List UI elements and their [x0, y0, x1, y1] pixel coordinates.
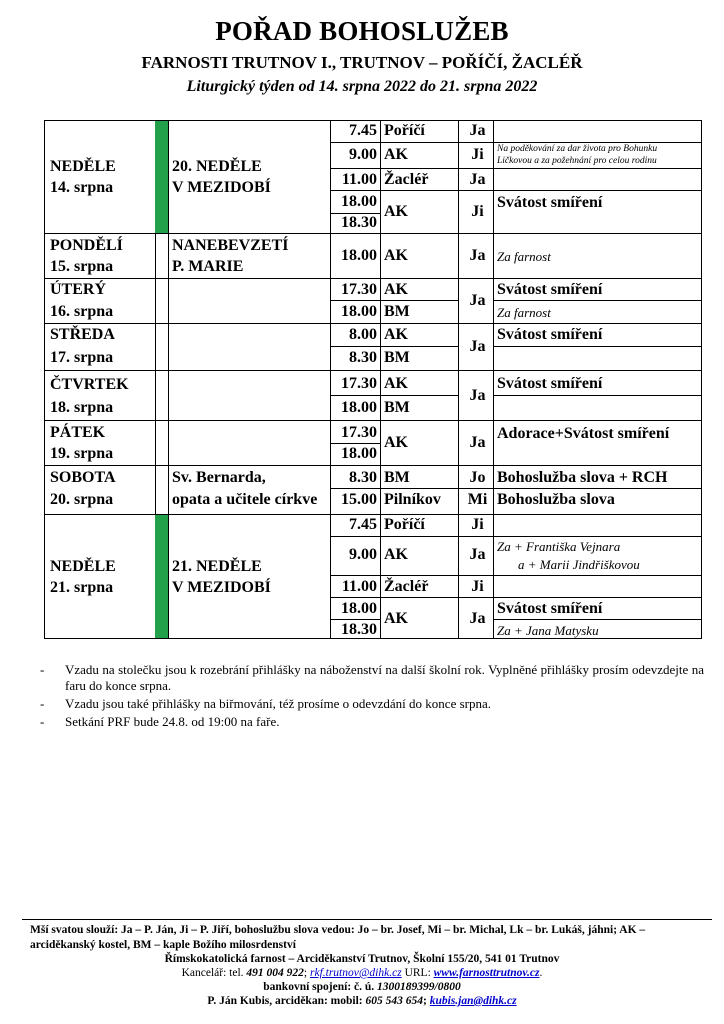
day-name: ČTVRTEK: [50, 376, 129, 393]
liturgical-week: Liturgický týden od 14. srpna 2022 do 21. srpna 2022: [186, 78, 538, 95]
mass-place: Žacléř: [384, 578, 429, 595]
mass-intention: Svátost smíření: [497, 281, 603, 298]
parish-subtitle: FARNOSTI TRUTNOV I., TRUTNOV – POŘÍČÍ, ŽACLÉŘ: [141, 53, 583, 72]
mass-time: 11.00: [341, 578, 377, 595]
liturgical-occasion: Sv. Bernarda,: [172, 469, 266, 486]
column-divider: [380, 120, 381, 639]
office-email-link[interactable]: rkf.trutnov@dihk.cz: [309, 967, 402, 979]
liturgical-occasion: 20. NEDĚLE: [172, 158, 262, 175]
day-separator: [44, 323, 702, 324]
mass-intention: a + Marii Jindřiškovou: [518, 557, 640, 572]
mass-place: AK: [384, 247, 408, 264]
day-name: NEDĚLE: [50, 558, 116, 575]
bank-label: bankovní spojení: č. ú.: [263, 981, 375, 993]
mass-time: 17.30: [341, 424, 377, 441]
row-separator: [330, 536, 702, 537]
mass-priest: Ja: [469, 610, 486, 627]
mass-time: 18.00: [341, 303, 377, 320]
mass-intention: Svátost smíření: [497, 375, 603, 392]
day-name: PÁTEK: [50, 424, 106, 441]
mass-place: Poříčí: [384, 516, 425, 533]
mass-time: 18.00: [341, 600, 377, 617]
schedule-table: [44, 120, 702, 639]
priest-label: P. Ján Kubis, arciděkan: mobil:: [207, 995, 363, 1007]
mass-priest: Ja: [469, 338, 486, 355]
mass-intention: Za farnost: [497, 305, 551, 320]
mass-priest: Ja: [469, 292, 486, 309]
mass-time: 18.00: [341, 193, 377, 210]
mass-place: Žacléř: [384, 171, 429, 188]
mass-place: AK: [384, 434, 408, 451]
liturgical-occasion: NANEBEVZETÍ: [172, 237, 289, 254]
mass-priest: Mi: [467, 491, 488, 508]
mass-time: 9.00: [349, 146, 377, 163]
mass-priest: Ja: [469, 247, 486, 264]
notices-list: [40, 662, 704, 732]
day-separator: [44, 370, 702, 371]
mass-time: 17.30: [341, 375, 377, 392]
mass-priest: Ja: [469, 546, 486, 563]
mass-priest: Ja: [469, 171, 486, 188]
mass-time: 8.30: [349, 469, 377, 486]
day-separator: [44, 465, 702, 466]
mass-intention: Svátost smíření: [497, 326, 603, 343]
footer-bank: [0, 980, 724, 995]
day-separator: [44, 233, 702, 234]
sunday-accent-bar: [155, 514, 168, 638]
mass-intention: Za + Františka Vejnara: [497, 539, 621, 554]
day-date: 19. srpna: [50, 445, 114, 462]
footer-divider: [22, 919, 712, 920]
mass-time: 11.00: [341, 171, 377, 188]
office-label: Kancelář: tel.: [181, 967, 244, 979]
notice-item: - Setkání PRF bude 24.8. od 19:00 na faře.: [40, 714, 704, 730]
liturgical-occasion: P. MARIE: [172, 258, 244, 275]
mass-priest: Ji: [471, 578, 484, 595]
mass-priest: Ja: [469, 434, 486, 451]
row-separator: [330, 190, 702, 191]
mass-intention: Svátost smíření: [497, 194, 603, 211]
liturgical-occasion: V MEZIDOBÍ: [172, 579, 271, 596]
day-date: 17. srpna: [50, 349, 114, 366]
footer-contact: Kancelář: tel. 491 004 922; rkf.trutnov@dihk.cz URL: www.farnosttrutnov.cz.: [181, 967, 543, 979]
footer-priest: P. Ján Kubis, arciděkan: mobil: 605 543 654; kubis.jan@dihk.cz: [207, 995, 517, 1007]
day-name: STŘEDA: [50, 326, 115, 343]
column-divider: [330, 120, 331, 639]
row-separator: [493, 619, 702, 620]
day-date: 20. srpna: [50, 491, 114, 508]
day-date: 18. srpna: [50, 399, 114, 416]
mass-priest: Ji: [471, 146, 484, 163]
mass-time: 18.00: [341, 445, 377, 462]
mass-place: AK: [384, 610, 408, 627]
row-separator: [330, 300, 458, 301]
mass-place: AK: [384, 281, 408, 298]
mass-intention: Na poděkování za dar života pro Bohunku: [497, 144, 658, 154]
row-separator: [330, 346, 458, 347]
mass-time: 18.30: [341, 621, 377, 638]
mass-time: 15.00: [341, 491, 377, 508]
bank-account: 1300189399/0800: [377, 981, 461, 993]
day-date: 21. srpna: [50, 579, 114, 596]
row-separator: [330, 395, 458, 396]
row-separator: [493, 346, 702, 347]
mass-place: AK: [384, 546, 408, 563]
mass-time: 8.30: [349, 349, 377, 366]
day-date: 16. srpna: [50, 303, 114, 320]
mass-place: BM: [384, 349, 410, 366]
notice-item: - Vzadu jsou také přihlášky na biřmování, též prosíme o odevzdání do konce srpna.: [40, 696, 704, 712]
mass-intention: Svátost smíření: [497, 600, 603, 617]
mass-time: 18.30: [341, 214, 377, 231]
day-date: 15. srpna: [50, 258, 114, 275]
mass-intention: Bohoslužba slova: [497, 491, 615, 508]
mass-time: 17.30: [341, 281, 377, 298]
mass-place: AK: [384, 375, 408, 392]
mass-place: BM: [384, 303, 410, 320]
website-link[interactable]: www.farnosttrutnov.cz: [433, 967, 540, 979]
day-name: NEDĚLE: [50, 158, 116, 175]
liturgical-occasion: opata a učitele církve: [172, 491, 318, 508]
footer-legend: Mší svatou slouží: Ja – P. Ján, Ji – P. Jiří, bohoslužbu slova vedou: Jo – br. Josef, Mi – br. Michal, Lk – br. Lukáš, jáhni; AK – arciděkanský kostel, BM – kaple Božího milosrdenství: [30, 924, 646, 951]
mass-time: 9.00: [349, 546, 377, 563]
liturgical-occasion: V MEZIDOBÍ: [172, 179, 271, 196]
notice-item: - Vzadu na stolečku jsou k rozebrání přihlášky na náboženství na další školní rok. Vyplněné přihlášky prosím odevzdejte na faru do konce srpna.: [40, 662, 704, 694]
mass-place: Pilníkov: [384, 491, 441, 508]
mass-priest: Ja: [469, 122, 486, 139]
day-name: ÚTERÝ: [50, 281, 107, 298]
mass-time: 18.00: [341, 247, 377, 264]
day-date: 14. srpna: [50, 179, 114, 196]
row-separator: [330, 597, 702, 598]
mass-intention: Ličkovou a za požehnání pro celou rodinu: [497, 156, 657, 166]
mass-intention: Za farnost: [497, 249, 551, 264]
column-divider: [155, 233, 156, 514]
mass-priest: Ji: [471, 203, 484, 220]
mass-priest: Ja: [469, 387, 486, 404]
column-divider: [168, 120, 169, 639]
mass-priest: Ji: [471, 516, 484, 533]
mass-place: BM: [384, 399, 410, 416]
mass-time: 8.00: [349, 326, 377, 343]
mass-intention: Bohoslužba slova + RCH: [497, 469, 668, 486]
mass-time: 7.45: [349, 516, 377, 533]
footer-parish: Římskokatolická farnost – Arciděkanství Trutnov, Školní 155/20, 541 01 Trutnov: [164, 953, 560, 965]
day-separator: [44, 278, 702, 279]
mass-priest: Jo: [469, 469, 486, 486]
priest-mobile: 605 543 654: [365, 995, 424, 1007]
url-label: URL:: [404, 967, 431, 979]
liturgical-occasion: 21. NEDĚLE: [172, 558, 262, 575]
day-name: PONDĚLÍ: [50, 237, 123, 254]
mass-place: AK: [384, 146, 408, 163]
day-name: SOBOTA: [50, 469, 116, 486]
row-separator: [493, 395, 702, 396]
row-separator: [330, 168, 702, 169]
mass-time: 18.00: [341, 399, 377, 416]
row-separator: [330, 575, 702, 576]
mass-intention: Za + Jana Matysku: [497, 623, 599, 638]
sunday-accent-bar: [155, 121, 168, 233]
column-divider: [458, 120, 459, 639]
mass-time: 7.45: [349, 122, 377, 139]
row-separator: [330, 488, 702, 489]
mass-place: AK: [384, 203, 408, 220]
mass-place: AK: [384, 326, 408, 343]
day-separator: [44, 420, 702, 421]
office-phone: 491 004 922: [246, 967, 304, 979]
mass-place: BM: [384, 469, 410, 486]
page-title: POŘAD BOHOSLUŽEB: [215, 16, 509, 46]
mass-place: Poříčí: [384, 122, 425, 139]
priest-email-link[interactable]: kubis.jan@dihk.cz: [429, 995, 517, 1007]
mass-intention: Adorace+Svátost smíření: [497, 425, 670, 442]
row-separator: [493, 300, 702, 301]
